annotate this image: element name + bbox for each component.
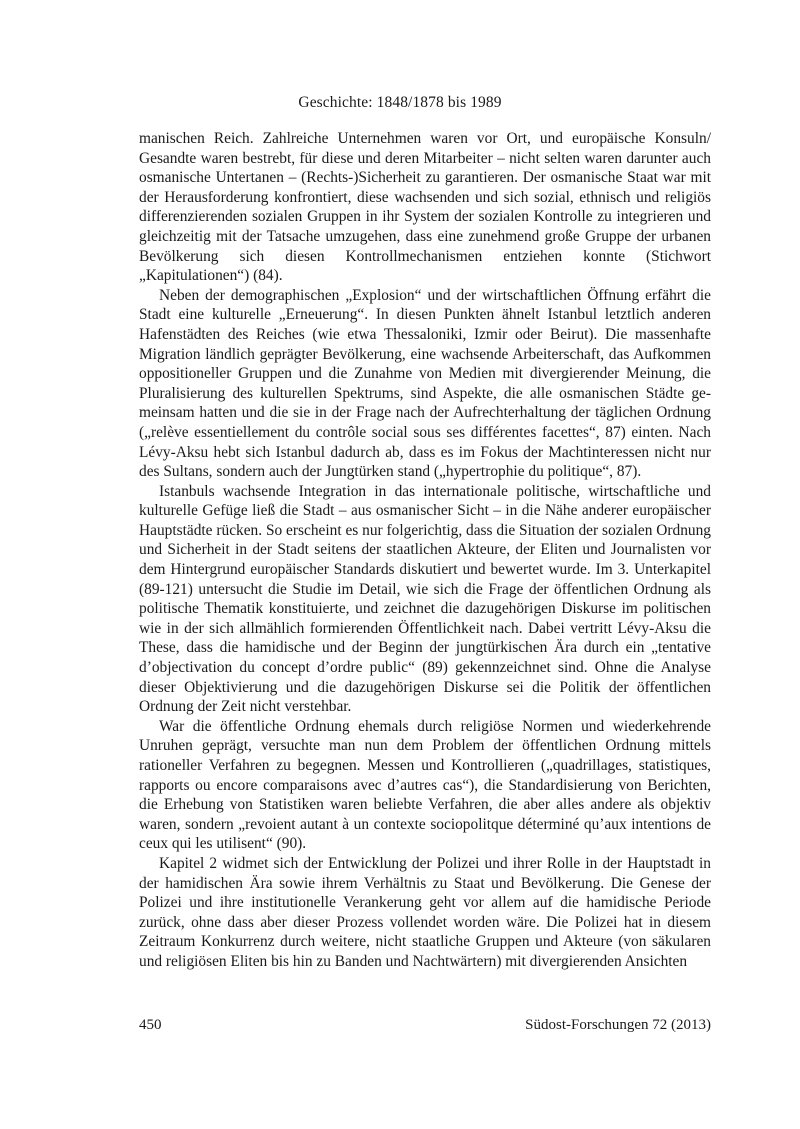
text-body xyxy=(139,129,711,972)
running-head: Geschichte: 1848/1878 bis 1989 xyxy=(298,94,502,111)
paragraph-3: Istanbuls wachsende Integration in das internationale politische, wirtschaftliche und kulturelle Gefüge ließ die Stadt – aus osmanischer Sicht – in die Nähe anderer europäischer Hauptstädte rücken. So erscheint es nur folgerichtig, dass die Situation der sozialen Ordnung und Sicherheit in der Stadt seitens der staatlichen Akteure, der Eliten und Journalisten vor dem Hintergrund europäischer Standards diskutiert und bewertet wurde. Im 3. Unterkapitel (89-121) untersucht die Studie im Detail, wie sich die Frage der öffentlichen Ordnung als politische Thematik konstituierte, und zeichnet die dazugehörigen Diskurse im politischen wie in der sich allmählich formierenden Öffentlichkeit nach. Dabei vertritt Lévy-Aksu die These, dass die hamidische und der Beginn der jungtürkischen Ära durch ein „tentative d’objectivation du concept d’ordre public“ (89) gekennzeichnet sind. Ohne die Analyse dieser Objektivierung und die dazugehörigen Diskurse sei die Politik der öffentlichen Ordnung der Zeit nicht verstehbar. xyxy=(139,482,711,716)
page-number: 450 xyxy=(139,1017,162,1033)
paragraph-2: Neben der demographischen „Explosion“ und der wirtschaftlichen Öffnung erfährt die Stadt eine kulturelle „Erneuerung“. In diesen Punkten ähnelt Istanbul letztlich anderen Hafenstädten des Reiches (wie etwa Thessaloniki, Izmir oder Beirut). Die massenhafte Migration ländlich geprägter Bevölkerung, eine wachsende Arbeiterschaft, das Aufkommen oppositioneller Gruppen und die Zunahme von Medien mit divergierender Meinung, die Pluralisierung des kulturellen Spektrums, sind Aspekte, die alle osmanischen Städte gemeinsam hatten und die sie in der Frage nach der Aufrechterhaltung der täglichen Ordnung („relève essentiellement du contrôle social sous ses différentes facettes“, 87) einten. Nach Lévy-Aksu hebt sich Istanbul dadurch ab, dass es im Fokus der Machtinteressen nicht nur des Sultans, sondern auch der Jungtürken stand („hypertrophie du politique“, 87). xyxy=(139,286,711,481)
paragraph-5: Kapitel 2 widmet sich der Entwicklung der Polizei und ihrer Rolle in der Hauptstadt in der hamidischen Ära sowie ihrem Verhältnis zu Staat und Bevölkerung. Die Genese der Polizei und ihre institutionelle Verankerung geht vor allem auf die hamidische Periode zurück, ohne dass aber dieser Prozess vollendet worden wäre. Die Polizei hat in diesem Zeitraum Konkurrenz durch weitere, nicht staatliche Gruppen und Akteure (von säkularen und religiösen Eliten bis hin zu Banden und Nachtwärtern) mit divergierenden Ansichten xyxy=(139,854,711,970)
paragraph-4: War die öffentliche Ordnung ehemals durch religiöse Normen und wiederkehrende Unruhen geprägt, versuchte man nun dem Problem der öffentlichen Ordnung mittels rationeller Verfahren zu begegnen. Messen und Kontrollieren („quadrillages, statistiques, rapports ou encore comparaisons avec d’autres cas“), die Standardisierung von Berichten, die Erhebung von Statistiken waren beliebte Verfahren, die aber alles andere als objektiv waren, sondern „revoient autant à un contexte sociopolitque déterminé qu’aux intentions de ceux qui les utilisent“ (90). xyxy=(139,717,711,853)
journal-citation: Südost-Forschungen 72 (2013) xyxy=(525,1017,711,1033)
paragraph-1: manischen Reich. Zahlreiche Unternehmen waren vor Ort, und europäische Konsuln/ Gesandte waren bestrebt, für diese und deren Mitarbeiter – nicht selten waren darunter auch osmanische Untertanen – (Rechts-)Sicherheit zu garantieren. Der osmanische Staat war mit der Herausforderung konfrontiert, diese wachsenden und sich sozial, ethnisch und religiös differenzierenden sozialen Gruppen in ihr System der sozialen Kontrolle zu integrieren und gleichzeitig mit der Tatsache umzugehen, dass eine zunehmend große Gruppe der urbanen Bevölkerung sich diesen Kontrollmechanismen entziehen konnte (Stichwort „Kapitulationen“) (84). xyxy=(139,130,711,285)
page-footer xyxy=(139,1017,711,1034)
